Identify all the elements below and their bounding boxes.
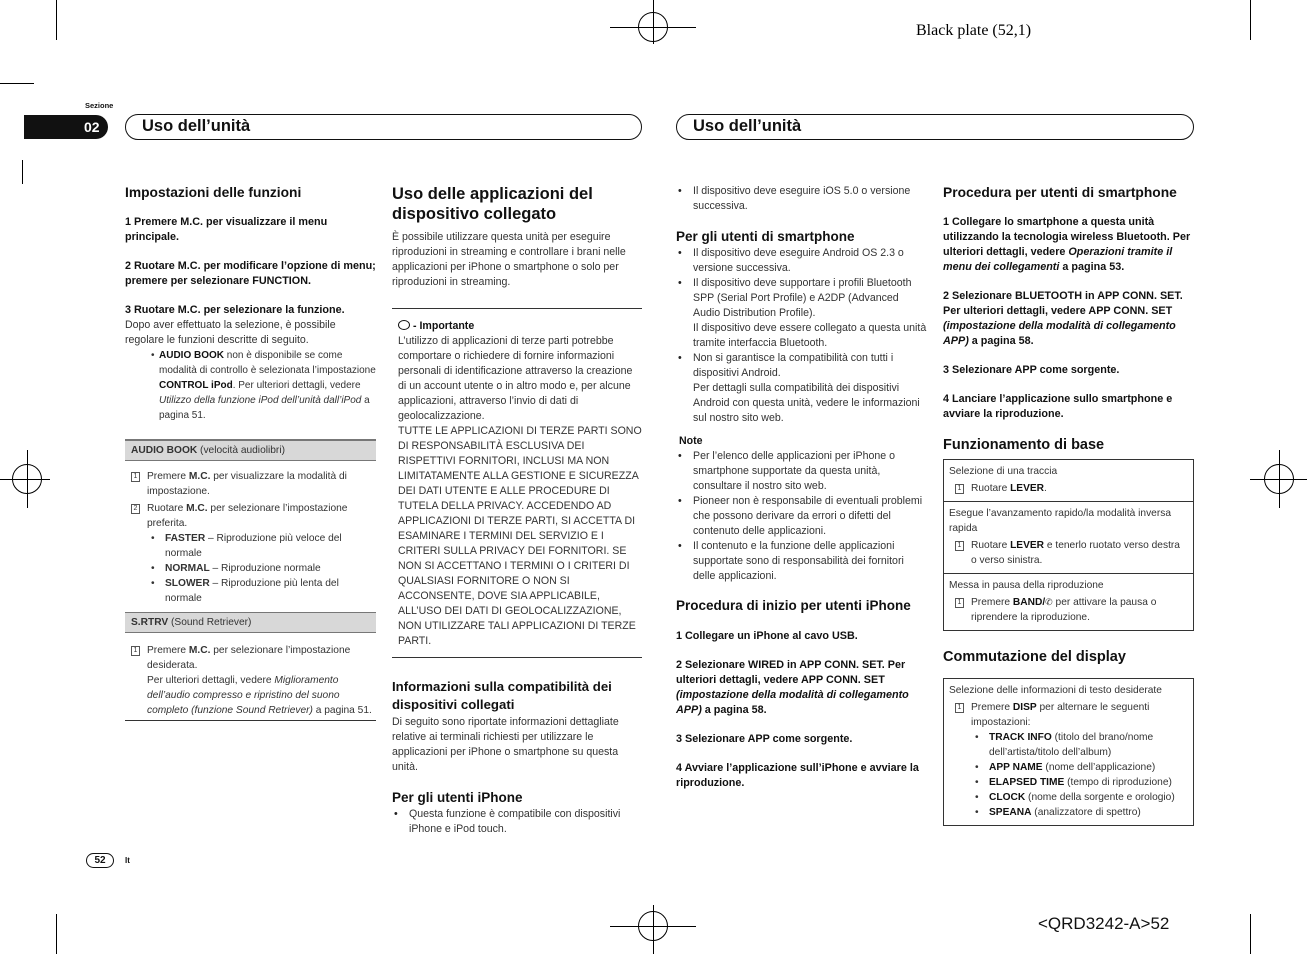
step: 2 Ruotare M.C. per modificare l’opzione di menu; premere per selezionare FUNCTION. <box>125 260 376 287</box>
crop-mark <box>56 0 57 40</box>
paragraph: L’utilizzo di applicazioni di terze parti potrebbe comportare o richiedere di fornire informazioni personali di identificazione attraverso la creazione di un account utente o in altro modo e, per alcune applicazioni, attraverso l’invio di dati di geolocalizzazione. <box>398 335 633 422</box>
setting-desc: (velocità audiolibri) <box>197 445 285 456</box>
list-item <box>125 531 376 561</box>
setting-body <box>125 461 376 606</box>
numbered-step <box>125 469 376 499</box>
list-item: • Per l’elenco delle applicazioni per iPhone o smartphone supportate da questa unità, consultare il nostro sito web. <box>676 449 928 494</box>
step-number-icon: 1 <box>955 541 964 551</box>
paragraph: È possibile utilizzare questa unità per eseguire riproduzioni in streaming e controllare i brani nelle applicazioni per iPhone o smartphone o solo per riproduzioni in streaming. <box>392 231 626 288</box>
operation-box <box>943 502 1194 574</box>
box-heading: Selezione delle informazioni di testo desiderate <box>949 685 1162 696</box>
text: Premere <box>971 702 1013 713</box>
step <box>943 215 1194 275</box>
step-number-icon: 1 <box>955 703 964 713</box>
text: a pagina 53. <box>1059 261 1125 273</box>
bold-term: LEVER <box>1010 540 1045 551</box>
text: per selezionare l’impostazione preferita. <box>147 503 348 529</box>
text: 2 Selezionare WIRED in APP CONN. SET. Per ulteriori dettagli, vedere APP CONN. SET <box>676 659 906 686</box>
registration-line <box>1279 450 1280 508</box>
list-item <box>125 348 376 423</box>
step: 4 Lanciare l’applicazione sullo smartphone e avviare la riproduzione. <box>943 393 1173 420</box>
cross-reference: (impostazione della modalità di collegamento APP) <box>943 320 1176 347</box>
column-3 <box>676 184 928 791</box>
list-item <box>949 775 1188 790</box>
bold-term: CLOCK <box>989 792 1026 803</box>
page-number: 52 <box>86 853 114 868</box>
numbered-step <box>949 700 1188 730</box>
registration-line <box>653 0 654 44</box>
list-item <box>125 561 376 576</box>
left-page-title: Uso dell’unità <box>125 114 642 140</box>
step-number-icon: 1 <box>131 472 140 482</box>
text: Premere <box>147 645 189 656</box>
list-item: • Questa funzione è compatibile con dispositivi iPhone e iPod touch. <box>392 807 642 837</box>
text: a pagina 58. <box>968 335 1034 347</box>
important-label: Importante <box>419 320 475 332</box>
paragraph: Di seguito sono riportate informazioni dettagliate relative ai terminali richiesti per utilizzare le applicazioni per iPhone o smartphone su questa unità. <box>392 716 619 773</box>
list-item <box>949 790 1188 805</box>
step: 3 Ruotare M.C. per selezionare la funzione. <box>125 304 345 316</box>
section-heading: Procedura per utenti di smartphone <box>943 185 1177 200</box>
setting-desc: (Sound Retriever) <box>168 617 252 628</box>
text: Ruotare <box>971 540 1011 551</box>
operation-box <box>943 678 1194 826</box>
section-heading: Per gli utenti di smartphone <box>676 229 855 244</box>
cross-reference: Operazioni tramite il menu dei collegamenti <box>943 246 1173 273</box>
numbered-step <box>949 481 1188 496</box>
registration-line <box>653 905 654 954</box>
list-item: • Il contenuto e la funzione delle applicazioni supportate sono di responsabilità dei fornitori delle applicazioni. <box>676 539 928 584</box>
step-number-icon: 1 <box>955 484 964 494</box>
caution-icon <box>398 320 410 330</box>
crop-mark <box>56 914 57 954</box>
text: (titolo del brano/nome dell’artista/titolo dell’album) <box>989 732 1154 758</box>
text: per alternare le seguenti impostazioni: <box>971 702 1150 728</box>
text: Per ulteriori dettagli, vedere <box>147 675 275 686</box>
cross-reference-text <box>125 673 376 718</box>
crop-mark <box>1250 0 1251 40</box>
operation-box <box>943 459 1194 502</box>
bold-term: AUDIO BOOK <box>159 350 224 361</box>
operation-box <box>943 574 1194 631</box>
text: Per dettagli sulla compatibilità dei dispositivi Android con questa unità, vedere le informazioni sul nostro sito web. <box>693 382 920 424</box>
list-item <box>949 805 1188 820</box>
text: (nome dell’applicazione) <box>1042 762 1156 773</box>
list-item <box>949 760 1188 775</box>
right-page-title: Uso dell’unità <box>676 114 1194 140</box>
numbered-step <box>125 501 376 531</box>
step: 3 Selezionare APP come sorgente. <box>943 364 1120 376</box>
bold-term: FASTER <box>165 533 206 544</box>
numbered-step <box>125 643 376 673</box>
registration-line <box>27 450 28 508</box>
bold-term: CONTROL iPod <box>159 380 233 391</box>
step-number-icon: 2 <box>131 504 140 514</box>
crop-mark <box>22 160 23 184</box>
column-4 <box>943 184 1194 826</box>
section-heading: Per gli utenti iPhone <box>392 790 523 805</box>
setting-name: S.RTRV <box>131 617 169 628</box>
cross-reference: Miglioramento dell’audio compresso e ripristino del suono completo (funzione Sound Retriever) <box>147 675 340 716</box>
numbered-step <box>949 595 1188 625</box>
text: non è disponibile se come modalità di controllo è selezionata l’impostazione <box>159 350 376 376</box>
text: . <box>1044 483 1047 494</box>
bold-term: M.C. <box>188 645 211 656</box>
text: – Riproduzione più lenta del normale <box>165 578 339 604</box>
paragraph: TUTTE LE APPLICAZIONI DI TERZE PARTI SONO DI RESPONSABILITÀ ESCLUSIVA DEI RISPETTIVI FORNITORI, INCLUSI MA NON LIMITATAMENTE ALLA GESTIONE E SICUREZZA DEI DATI UTENTE E ALLE PROCEDURE DI TUTELA DELLA PRIVACY. ACCEDENDO AD APPLICAZIONI DI TERZE PARTI, SI ACCETTA DI ESAMINARE I TERMINI DEL SERVIZIO E I CRITERI SULLA PRIVACY DEI FORNITORI. SE NON SI ACCETTANO I TERMINI O I CRITERI DI QUALSIASI FORNITORE O NON SI ACCONSENTE, DOVE SIA APPLICABILE, ALL’USO DEI DATI DI GEOLOCALIZZAZIONE, NON UTILIZZARE TALI APPLICAZIONI DI TERZE PARTI. <box>398 425 642 647</box>
text: Il dispositivo deve essere collegato a questa unità tramite interfaccia Bluetooth. <box>693 322 927 349</box>
section-heading: Funzionamento di base <box>943 437 1105 453</box>
list-item <box>125 576 376 606</box>
text: Ruotare <box>147 503 187 514</box>
list-item <box>676 351 928 426</box>
list-item <box>676 276 928 351</box>
phone-icon: ✆ <box>1045 597 1053 607</box>
box-heading: Selezione di una traccia <box>949 466 1058 477</box>
bold-term: M.C. <box>188 471 211 482</box>
text: a pagina 51. <box>159 395 370 421</box>
step <box>676 658 928 718</box>
text: e tenerlo ruotato verso destra o verso sinistra. <box>971 540 1180 566</box>
step-number-icon: 1 <box>131 646 140 656</box>
step: 1 Collegare un iPhone al cavo USB. <box>676 630 858 642</box>
bold-term: LEVER <box>1010 483 1045 494</box>
section-heading: Impostazioni delle funzioni <box>125 185 302 200</box>
step <box>943 289 1194 349</box>
text: (analizzatore di spettro) <box>1031 807 1141 818</box>
plate-label: Black plate (52,1) <box>916 22 1032 39</box>
bold-term: APP NAME <box>989 762 1043 773</box>
crop-mark <box>1250 914 1251 954</box>
list-item <box>949 730 1188 760</box>
text: Il dispositivo deve supportare i profili Bluetooth SPP (Serial Port Profile) e A2DP (Advanced Audio Distribution Profile). <box>693 277 912 319</box>
box-heading: Messa in pausa della riproduzione <box>949 580 1104 591</box>
section-label: Sezione <box>85 101 114 110</box>
bold-term: SPEANA <box>989 807 1032 818</box>
bold-term: SLOWER <box>165 578 210 589</box>
text: Non si garantisce la compatibilità con tutti i dispositivi Android. <box>693 352 894 379</box>
text: per visualizzare la modalità di impostazione. <box>147 471 347 497</box>
setting-body <box>125 633 376 721</box>
step: 1 Premere M.C. per visualizzare il menu principale. <box>125 216 328 243</box>
column-1 <box>125 184 376 721</box>
text: Premere <box>971 597 1013 608</box>
language-label: It <box>125 856 130 865</box>
text: 2 Selezionare BLUETOOTH in APP CONN. SET. Per ulteriori dettagli, vedere APP CONN. SET <box>943 290 1183 317</box>
paragraph: Dopo aver effettuato la selezione, è possibile regolare le funzioni descritte di seguito. <box>125 319 336 346</box>
text: a pagina 58. <box>701 704 767 716</box>
cross-reference: Utilizzo della funzione iPod dell’unità dall’iPod <box>159 395 362 406</box>
section-heading: Uso delle applicazioni del dispositivo collegato <box>392 185 593 223</box>
text: – Riproduzione normale <box>209 563 321 574</box>
document-code: <QRD3242-A>52 <box>1038 914 1170 933</box>
crop-mark <box>0 83 34 84</box>
step-number-icon: 1 <box>955 598 964 608</box>
text: Ruotare <box>971 483 1011 494</box>
section-number: 02 <box>24 115 108 139</box>
registration-line <box>0 479 50 480</box>
important-box <box>392 308 642 658</box>
text: . Per ulteriori dettagli, vedere <box>232 380 361 391</box>
bold-term: DISP <box>1012 702 1037 713</box>
text: (nome della sorgente e orologio) <box>1025 792 1175 803</box>
column-2 <box>392 184 642 837</box>
text: – Riproduzione più veloce del normale <box>165 533 342 559</box>
cross-reference: (impostazione della modalità di collegamento APP) <box>676 689 909 716</box>
list-item: • Il dispositivo deve eseguire Android OS 2.3 o versione successiva. <box>676 246 928 276</box>
setting-name: AUDIO BOOK <box>131 445 198 456</box>
list-item: • Il dispositivo deve eseguire iOS 5.0 o versione successiva. <box>676 184 928 214</box>
step: 3 Selezionare APP come sorgente. <box>676 733 853 745</box>
text: Premere <box>147 471 189 482</box>
bold-term: ELAPSED TIME <box>989 777 1065 788</box>
section-heading: Commutazione del display <box>943 649 1126 665</box>
section-heading: Informazioni sulla compatibilità dei dispositivi collegati <box>392 679 612 712</box>
list-item: • Pioneer non è responsabile di eventuali problemi che possono derivare da errori o difetti del contenuto delle applicazioni. <box>676 494 928 539</box>
important-heading: - Importante <box>398 319 642 334</box>
text: (tempo di riproduzione) <box>1064 777 1172 788</box>
section-heading: Procedura di inizio per utenti iPhone <box>676 598 911 613</box>
text: per attivare la pausa o riprendere la riproduzione. <box>971 597 1157 623</box>
text: a pagina 51. <box>312 705 372 716</box>
bold-term: M.C. <box>186 503 208 514</box>
box-heading: Esegue l’avanzamento rapido/la modalità inversa rapida <box>949 508 1171 534</box>
step: 4 Avviare l’applicazione sull’iPhone e avviare la riproduzione. <box>676 762 919 789</box>
text: 1 Collegare lo smartphone a questa unità utilizzando la tecnologia wireless Bluetooth. Per ulteriori dettagli, vedere <box>943 216 1191 258</box>
setting-header <box>125 439 376 461</box>
numbered-step <box>949 538 1188 568</box>
note-heading: Note <box>679 435 703 447</box>
bold-term: BAND/ <box>1012 597 1046 608</box>
text: per selezionare l’impostazione desiderata. <box>147 645 351 671</box>
bold-term: TRACK INFO <box>989 732 1052 743</box>
setting-header <box>125 612 376 633</box>
bold-term: NORMAL <box>165 563 210 574</box>
